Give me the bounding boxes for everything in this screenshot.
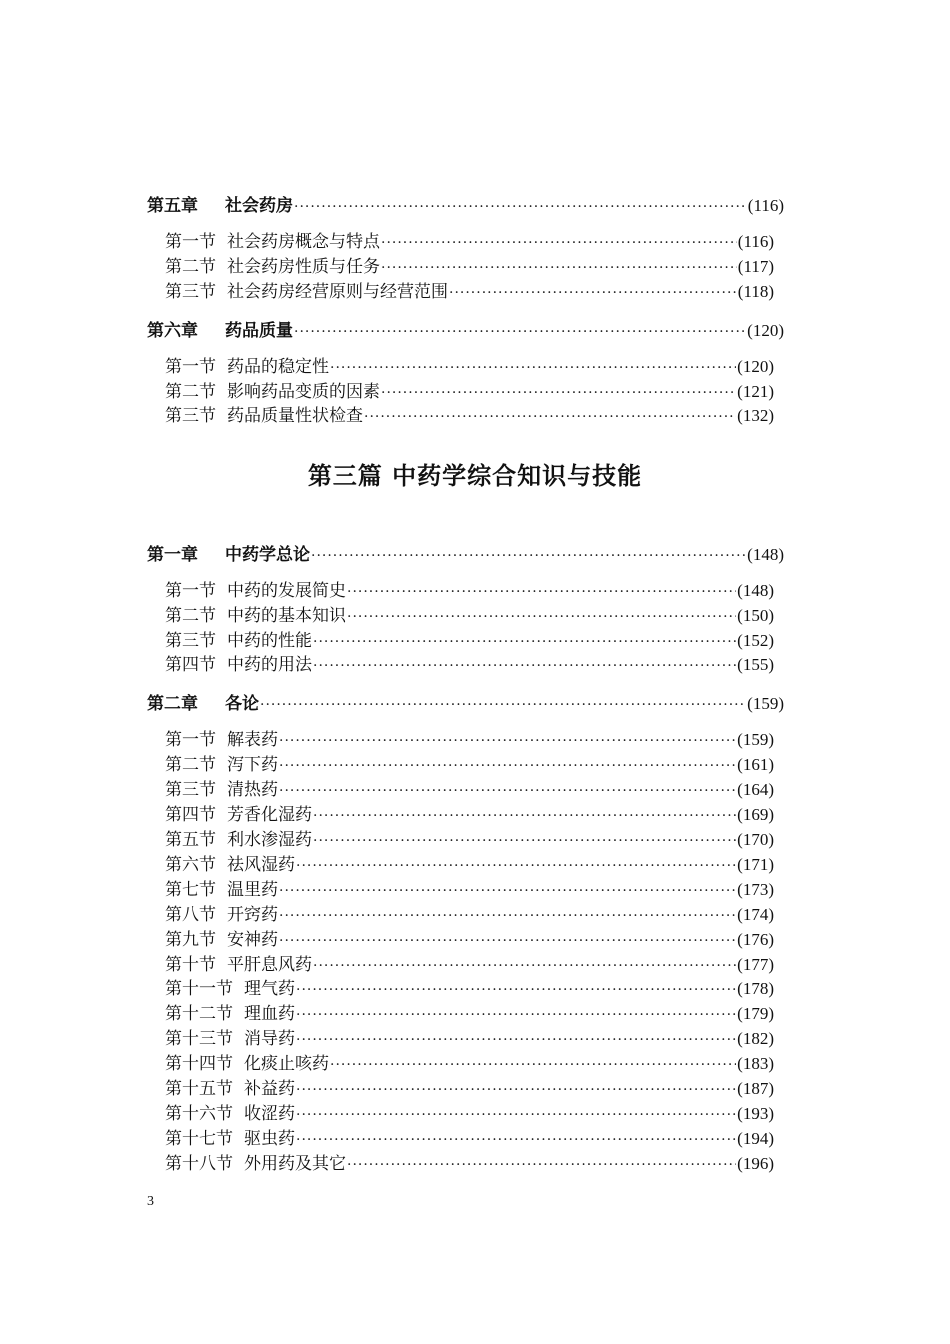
toc-section-entry [165, 352, 774, 377]
toc-entry-number: 第十一节 [165, 979, 233, 999]
toc-section-entry [165, 576, 774, 601]
toc-entry-title: 温里药 [227, 880, 278, 900]
toc-section-entry [165, 850, 774, 875]
toc-section-entry [165, 900, 774, 925]
toc-leader-dots [296, 858, 736, 874]
toc-leader-dots [311, 548, 746, 564]
toc-entry-title: 理血药 [244, 1004, 295, 1024]
toc-entry-page: (132) [737, 406, 774, 425]
toc-leader-dots [294, 199, 747, 215]
toc-entry-title: 解表药 [227, 730, 278, 750]
toc-entry-title: 化痰止咳药 [244, 1054, 329, 1074]
toc-section-entry [165, 725, 774, 750]
toc-entry-title: 祛风湿药 [227, 855, 295, 875]
toc-entry-number: 第一节 [165, 232, 216, 252]
toc-section-entry [165, 875, 774, 900]
toc-entry-title: 各论 [225, 694, 259, 714]
toc-section-entry [165, 377, 774, 402]
toc-entry-page: (148) [737, 581, 774, 600]
toc-section-entry [165, 601, 774, 626]
toc-entry-title: 开窍药 [227, 905, 278, 925]
toc-entry-number: 第一章 [147, 545, 198, 565]
toc-entry-page: (193) [737, 1104, 774, 1123]
toc-leader-dots [279, 733, 736, 749]
toc-leader-dots [260, 697, 746, 713]
toc-entry-number: 第十四节 [165, 1054, 233, 1074]
toc-leader-dots [381, 235, 737, 251]
toc-section-entry [165, 974, 774, 999]
toc-leader-dots [279, 883, 736, 899]
toc-entry-page: (159) [747, 694, 784, 713]
toc-entry-number: 第二节 [165, 606, 216, 626]
toc-entry-page: (120) [737, 357, 774, 376]
toc-entry-page: (164) [737, 780, 774, 799]
toc-entry-number: 第三节 [165, 406, 216, 426]
toc-entry-page: (183) [737, 1054, 774, 1073]
toc-entry-title: 社会药房 [225, 196, 293, 216]
toc-entry-number: 第六章 [147, 321, 198, 341]
toc-leader-dots [296, 1107, 736, 1123]
toc-chapter-entry [147, 316, 784, 341]
toc-entry-number: 第七节 [165, 880, 216, 900]
toc-section-entry [165, 825, 774, 850]
toc-leader-dots [381, 260, 737, 276]
toc-entry-title: 驱虫药 [244, 1129, 295, 1149]
toc-leader-dots [313, 634, 736, 650]
toc-leader-dots [330, 1057, 736, 1073]
toc-section-entry [165, 999, 774, 1024]
toc-entry-number: 第十七节 [165, 1129, 233, 1149]
toc-section-entry [165, 277, 774, 302]
toc-entry-page: (171) [737, 855, 774, 874]
toc-entry-page: (159) [737, 730, 774, 749]
toc-entry-title: 平肝息风药 [227, 955, 312, 975]
toc-entry-title: 补益药 [244, 1079, 295, 1099]
toc-section-entry [165, 775, 774, 800]
toc-entry-title: 药品的稳定性 [227, 357, 329, 377]
toc-leader-dots [347, 584, 736, 600]
toc-entry-page: (169) [737, 805, 774, 824]
toc-entry-page: (117) [737, 257, 774, 276]
toc-leader-dots [330, 360, 736, 376]
toc-entry-page: (118) [737, 282, 774, 301]
toc-entry-title: 中药的基本知识 [227, 606, 346, 626]
toc-entry-title: 药品质量 [225, 321, 293, 341]
toc-entry-number: 第四节 [165, 805, 216, 825]
toc-entry-title: 中药的用法 [227, 655, 312, 675]
page-number: 3 [147, 1194, 154, 1209]
toc-entry-number: 第三节 [165, 780, 216, 800]
toc-entry-page: (176) [737, 930, 774, 949]
toc-entry-title: 利水渗湿药 [227, 830, 312, 850]
toc-leader-dots [449, 285, 737, 301]
toc-entry-title: 芳香化湿药 [227, 805, 312, 825]
toc-entry-title: 社会药房概念与特点 [227, 232, 380, 252]
toc-section-entry [165, 1049, 774, 1074]
toc-entry-number: 第六节 [165, 855, 216, 875]
toc-leader-dots [313, 833, 736, 849]
toc-entry-page: (182) [737, 1029, 774, 1048]
toc-entry-number: 第三节 [165, 631, 216, 651]
toc-entry-page: (150) [737, 606, 774, 625]
toc-entry-title: 泻下药 [227, 755, 278, 775]
toc-entry-number: 第五章 [147, 196, 198, 216]
toc-entry-title: 安神药 [227, 930, 278, 950]
toc-chapter-entry [147, 540, 784, 565]
toc-entry-title: 中药学总论 [225, 545, 310, 565]
toc-entry-number: 第十五节 [165, 1079, 233, 1099]
toc-entry-title: 清热药 [227, 780, 278, 800]
toc-section-entry [165, 252, 774, 277]
toc-leader-dots [279, 758, 736, 774]
toc-entry-page: (173) [737, 880, 774, 899]
toc-chapter-entry [147, 689, 784, 714]
toc-entry-number: 第九节 [165, 930, 216, 950]
toc-entry-page: (116) [747, 196, 784, 215]
toc-entry-number: 第二节 [165, 382, 216, 402]
toc-entry-number: 第十节 [165, 955, 216, 975]
toc-entry-page: (178) [737, 979, 774, 998]
toc-section-entry [165, 1099, 774, 1124]
toc-entry-number: 第二节 [165, 755, 216, 775]
toc-leader-dots [294, 324, 746, 340]
toc-entry-title: 收涩药 [244, 1104, 295, 1124]
toc-leader-dots [364, 409, 736, 425]
toc-section-entry [165, 1024, 774, 1049]
toc-leader-dots [296, 1007, 736, 1023]
toc-entry-title: 社会药房经营原则与经营范围 [227, 282, 448, 302]
toc-entry-page: (152) [737, 631, 774, 650]
toc-leader-dots [347, 609, 736, 625]
toc-entry-number: 第二章 [147, 694, 198, 714]
toc-entry-title: 中药的性能 [227, 631, 312, 651]
toc-entry-number: 第十三节 [165, 1029, 233, 1049]
toc-leader-dots [347, 1157, 736, 1173]
toc-entry-page: (121) [737, 382, 774, 401]
toc-leader-dots [313, 658, 736, 674]
toc-entry-page: (170) [737, 830, 774, 849]
toc-entry-page: (116) [737, 232, 774, 251]
toc-leader-dots [313, 808, 736, 824]
toc-entry-number: 第二节 [165, 257, 216, 277]
toc-entry-number: 第三节 [165, 282, 216, 302]
toc-leader-dots [313, 958, 736, 974]
toc-entry-page: (177) [737, 955, 774, 974]
toc-leader-dots [296, 1132, 736, 1148]
toc-section-entry [165, 950, 774, 975]
toc-section-entry [165, 750, 774, 775]
toc-section-entry [165, 650, 774, 675]
toc-leader-dots [279, 908, 736, 924]
toc-entry-page: (161) [737, 755, 774, 774]
toc-entry-page: (194) [737, 1129, 774, 1148]
toc-entry-number: 第十六节 [165, 1104, 233, 1124]
toc-section-entry [165, 401, 774, 426]
toc-entry-number: 第一节 [165, 357, 216, 377]
toc-leader-dots [296, 1082, 736, 1098]
toc-section-entry [165, 925, 774, 950]
toc-entry-title: 社会药房性质与任务 [227, 257, 380, 277]
toc-leader-dots [296, 982, 736, 998]
toc-leader-dots [279, 933, 736, 949]
toc-entry-title: 外用药及其它 [244, 1154, 346, 1174]
toc-entry-page: (187) [737, 1079, 774, 1098]
toc-entry-page: (196) [737, 1154, 774, 1173]
toc-entry-page: (174) [737, 905, 774, 924]
toc-entry-number: 第四节 [165, 655, 216, 675]
toc-entry-number: 第十二节 [165, 1004, 233, 1024]
toc-entry-title: 药品质量性状检查 [227, 406, 363, 426]
toc-entry-page: (120) [747, 321, 784, 340]
toc-entry-title: 消导药 [244, 1029, 295, 1049]
toc-section-entry [165, 1124, 774, 1149]
toc-entry-page: (155) [737, 655, 774, 674]
toc-section-entry [165, 227, 774, 252]
toc-entry-number: 第五节 [165, 830, 216, 850]
toc-leader-dots [296, 1032, 736, 1048]
toc-leader-dots [279, 783, 736, 799]
toc-chapter-entry [147, 191, 784, 216]
toc-entry-page: (179) [737, 1004, 774, 1023]
part-title: 第三篇 中药学综合知识与技能 [307, 461, 643, 490]
toc-section-entry [165, 626, 774, 651]
toc-section-entry [165, 1149, 774, 1174]
toc-section-entry [165, 1074, 774, 1099]
toc-entry-number: 第一节 [165, 581, 216, 601]
toc-entry-number: 第一节 [165, 730, 216, 750]
toc-section-entry [165, 800, 774, 825]
toc-entry-number: 第十八节 [165, 1154, 233, 1174]
toc-entry-number: 第八节 [165, 905, 216, 925]
toc-leader-dots [381, 385, 736, 401]
toc-entry-page: (148) [747, 545, 784, 564]
toc-entry-title: 中药的发展简史 [227, 581, 346, 601]
toc-entry-title: 影响药品变质的因素 [227, 382, 380, 402]
toc-entry-title: 理气药 [244, 979, 295, 999]
